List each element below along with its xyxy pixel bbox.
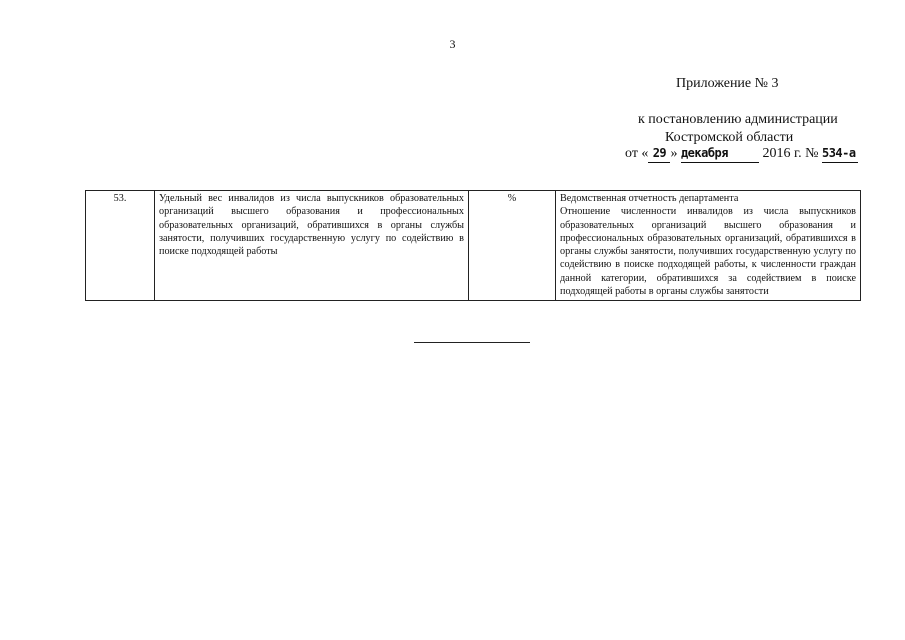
decree-reference: к постановлению администрации xyxy=(638,112,838,127)
date-day: 29 xyxy=(652,146,667,160)
decree-region: Костромской области xyxy=(665,130,794,145)
page-number: 3 xyxy=(449,37,456,51)
date-prefix: от « xyxy=(625,146,649,161)
date-day-field xyxy=(648,146,670,163)
source-method: Отношение численности инвалидов из числа выпускников образовательных организаций высшего образования и профессиональных образовательных организаций, обратившихся в органы службы занятости, получивших государственную услугу по содействию в поиске подходящей работы, к численности граждан данной категории, обратившихся за содействием в поиске подходящей работы в органы службы занятости xyxy=(560,206,856,298)
decree-date-line: от « 29 » декабря 2016 г. № 534-а xyxy=(625,146,858,163)
decree-number: 534-а xyxy=(821,146,856,160)
indicator-source xyxy=(556,191,861,301)
indicator-name: Удельный вес инвалидов из числа выпускников образовательных организаций высшего образования и профессиональных образовательных организаций, обратившихся в органы службы занятости, получивших государственную услугу по содействию в поиске подходящей работы xyxy=(155,191,469,301)
table-row xyxy=(86,191,861,301)
date-month-field xyxy=(681,146,759,163)
decree-number-field xyxy=(822,146,858,163)
appendix-label: Приложение № 3 xyxy=(676,76,779,91)
source-title: Ведомственная отчетность департамента xyxy=(560,193,739,204)
date-month: декабря xyxy=(680,146,729,160)
row-number: 53. xyxy=(86,191,155,301)
end-separator-line xyxy=(414,342,530,343)
indicators-table xyxy=(85,190,861,301)
date-year: 2016 г. № xyxy=(762,146,819,161)
indicator-unit: % xyxy=(469,191,556,301)
